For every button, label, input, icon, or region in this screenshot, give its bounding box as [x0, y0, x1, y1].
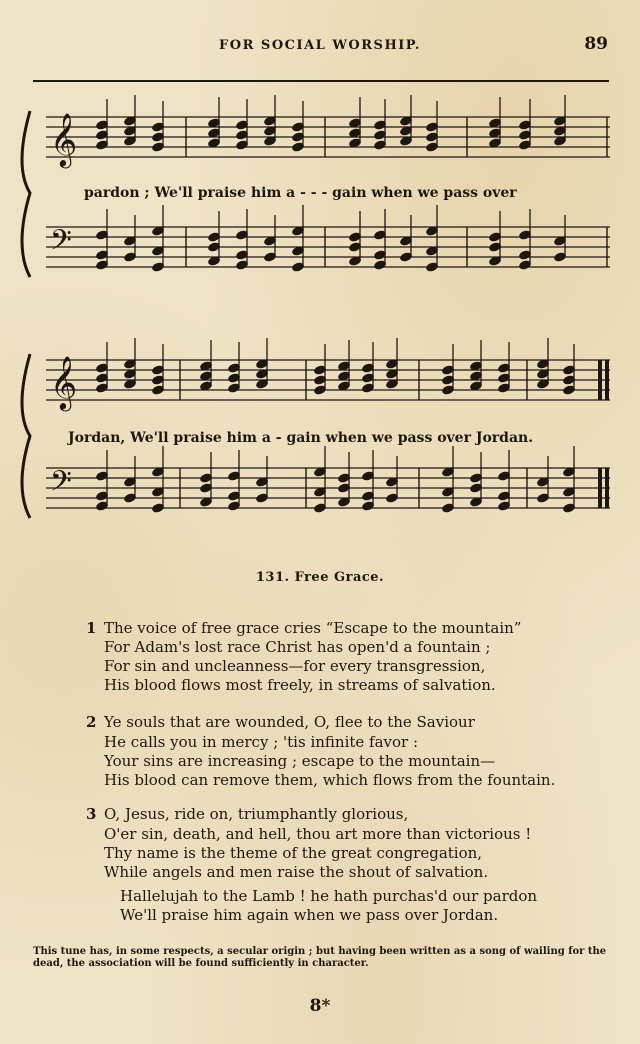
verse-line: His blood flows most freely, in streams of salvation.	[104, 676, 496, 694]
verse-line: Thy name is the theme of the great congregation,	[104, 844, 483, 862]
verse-number: 3	[86, 805, 97, 823]
verse-line: O, Jesus, ride on, triumphantly glorious,	[104, 805, 409, 823]
verse-line: His blood can remove them, which flows from the fountain.	[104, 771, 556, 789]
chorus-line: We'll praise him again when we pass over Jordan.	[120, 906, 499, 924]
verse-line: He calls you in mercy ; 'tis infinite favor :	[104, 733, 419, 751]
page-number: 89	[584, 34, 608, 54]
footnote: This tune has, in some respects, a secular origin ; but having been written as a song of wailing for the dead, the association will be found sufficiently in character.	[33, 946, 607, 969]
verse-number: 2	[86, 713, 97, 731]
header-rule	[33, 80, 609, 82]
bass-clef: 𝄢	[50, 224, 72, 264]
verse-number: 1	[86, 619, 97, 637]
verse-line: While angels and men raise the shout of salvation.	[104, 863, 489, 881]
treble-clef: 𝄞	[50, 112, 78, 166]
running-header: FOR SOCIAL WORSHIP.	[219, 38, 421, 53]
bass-clef: 𝄢	[50, 465, 72, 505]
verse-line: Your sins are increasing ; escape to the mountain—	[104, 752, 496, 770]
verse-line: O'er sin, death, and hell, thou art more than victorious !	[104, 825, 532, 843]
verse-line: Ye souls that are wounded, O, flee to the Saviour	[104, 713, 475, 731]
hymn-title: 131. Free Grace.	[255, 570, 385, 585]
verse-line: For Adam's lost race Christ has open'd a fountain ;	[104, 638, 491, 656]
treble-clef: 𝄞	[50, 355, 78, 409]
system-1-lyrics: pardon ; We'll praise him a - - - gain when we pass over	[84, 185, 517, 201]
verse-line: For sin and uncleanness—for every transgression,	[104, 657, 486, 675]
chorus-line: Hallelujah to the Lamb ! he hath purchas'd our pardon	[120, 887, 538, 905]
system-brace	[22, 354, 30, 518]
system-2-lyrics: Jordan, We'll praise him a - gain when we pass over Jordan.	[68, 430, 534, 446]
system-brace	[22, 111, 30, 277]
signature-mark: 8*	[309, 996, 331, 1016]
verse-line: The voice of free grace cries “Escape to the mountain”	[104, 619, 522, 637]
